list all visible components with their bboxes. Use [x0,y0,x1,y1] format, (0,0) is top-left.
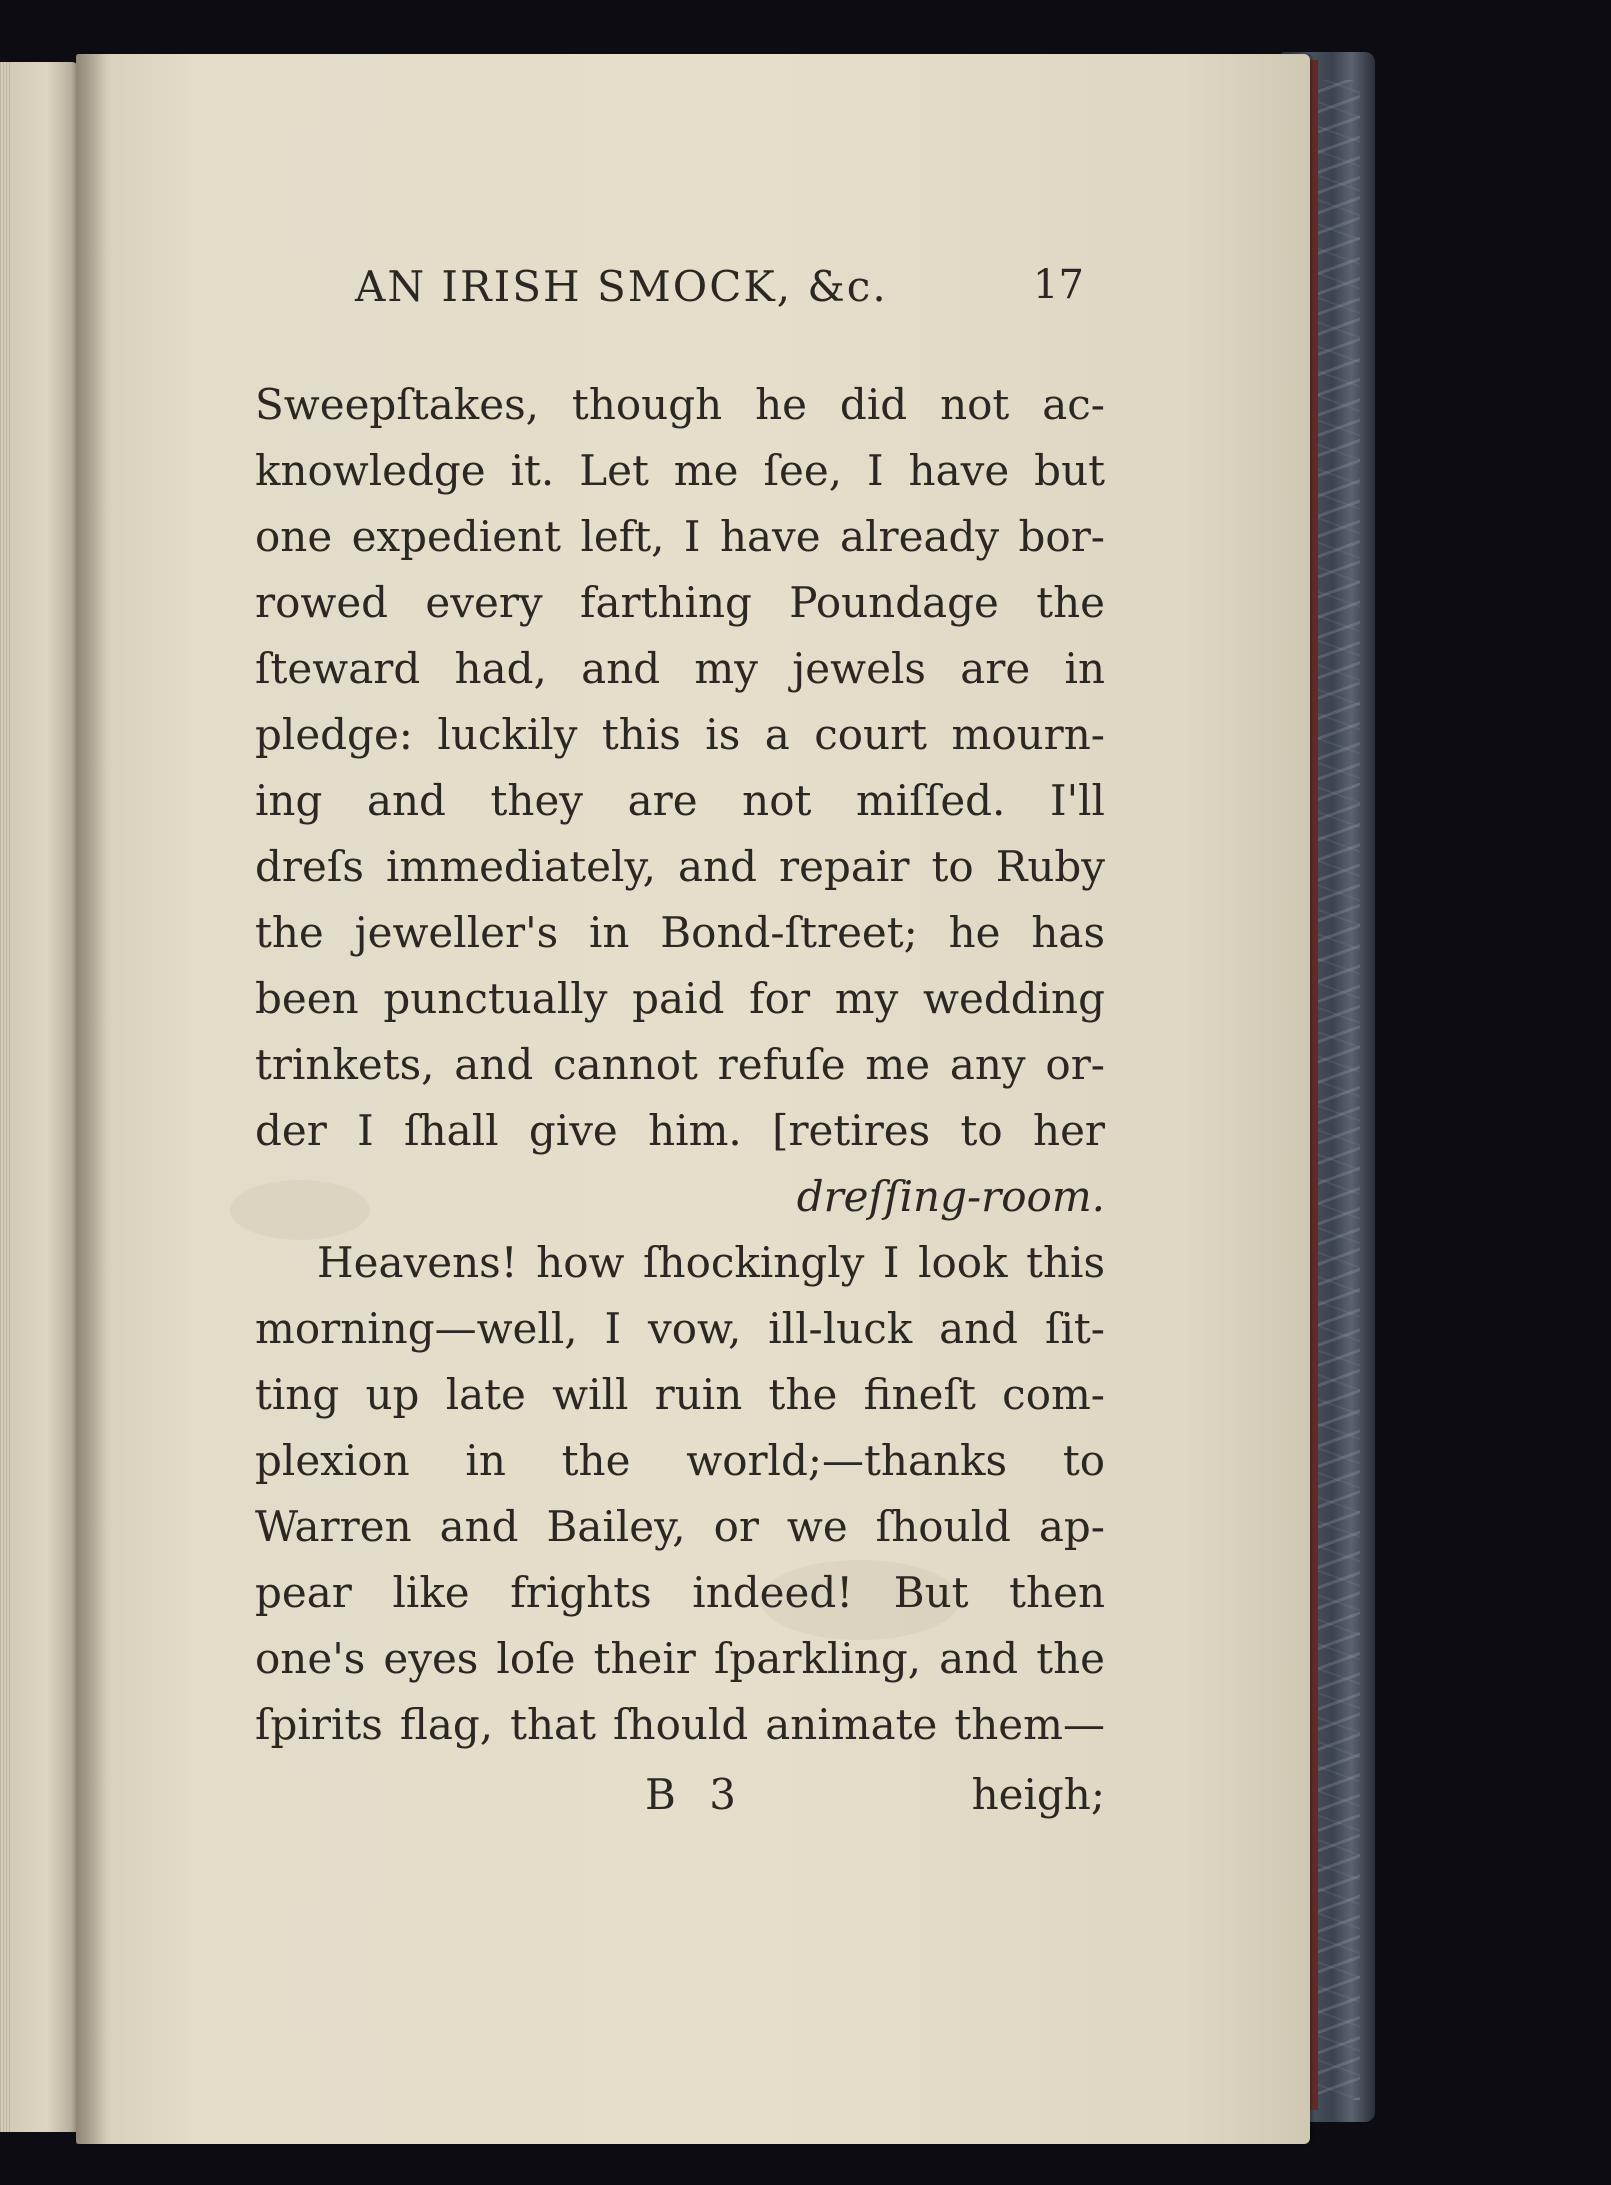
signature-mark: B 3 [645,1770,746,1819]
text-line: ſpirits flag, that ſhould animate them— [255,1700,1105,1749]
page-footer [255,1770,1105,1830]
page-header [355,262,1095,322]
text-line: dreſs immediately, and repair to Ruby [255,842,1105,891]
text-line: one's eyes loſe their ſparkling, and the [255,1634,1105,1683]
text-line: ſteward had, and my jewels are in [255,644,1105,693]
body-text [255,372,1105,1758]
text-line: der I ſhall give him. [retires to her [255,1106,1105,1155]
text-line: one expedient left, I have already bor- [255,512,1105,561]
text-line: the jeweller's in Bond-ſtreet; he has [255,908,1105,957]
text-line: plexion in the world;—thanks to [255,1436,1105,1485]
text-line: Warren and Bailey, or we ſhould ap- [255,1502,1105,1551]
stage-direction: dreſſing-room. [796,1172,1105,1221]
text-line: pledge: luckily this is a court mourn- [255,710,1105,759]
page-number: 17 [1033,262,1084,308]
text-line: ing and they are not miſſed. I'll [255,776,1105,825]
text-line: knowledge it. Let me ſee, I have but [255,446,1105,495]
text-line: Sweepſtakes, though he did not ac- [255,380,1105,429]
running-head: AN IRISH SMOCK, &c. [355,262,888,311]
gutter-shadow [76,54,106,2144]
text-line: ting up late will ruin the fineſt com- [255,1370,1105,1419]
page-block-edge [0,62,10,2132]
facing-page-edge [0,62,78,2132]
text-line: morning—well, I vow, ill-luck and ſit- [255,1304,1105,1353]
text-line: rowed every farthing Poundage the [255,578,1105,627]
text-line: trinkets, and cannot refuſe me any or- [255,1040,1105,1089]
text-line: Heavens! how ſhockingly I look this [317,1238,1105,1287]
catchword: heigh; [971,1770,1105,1819]
text-line: been punctually paid for my wedding [255,974,1105,1023]
text-line: pear like frights indeed! But then [255,1568,1105,1617]
